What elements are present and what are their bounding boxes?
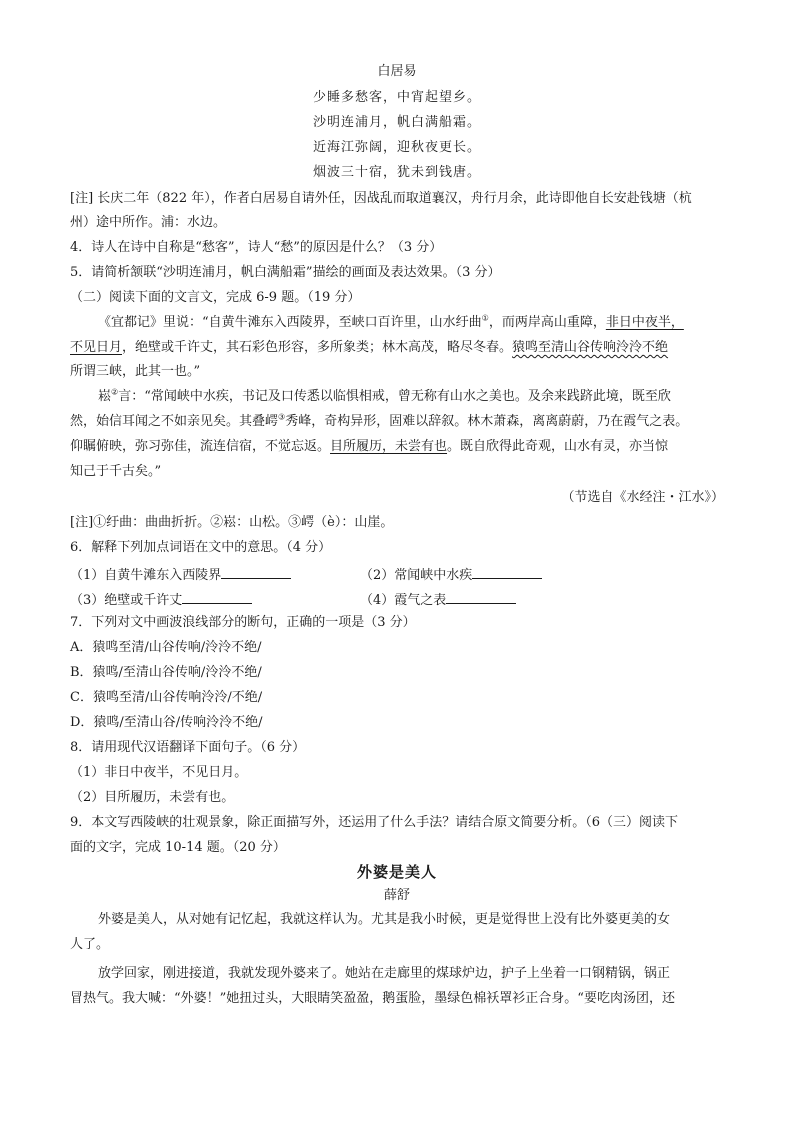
question-8-item-1: （1）非日中夜半，不见日月。 (70, 765, 248, 780)
passage-line-4 (98, 389, 671, 405)
passage-text: 。既自欣得此奇观，山水有灵，亦当惊 (447, 439, 669, 454)
passage-text: 秀峰，奇构异形，固难以辞叙。林木萧森，离离蔚蔚，乃在霞气之表。 (285, 414, 689, 429)
question-7-stem: 7．下列对文中画波浪线部分的断句，正确的一项是（3 分） (70, 615, 416, 630)
poem-line-2: 沙明连浦月，帆白满船霜。 (312, 115, 481, 130)
question-7-option-a[interactable]: A．猿鸣至清/山谷传响/泠泠不绝/ (70, 640, 262, 655)
passage-text: 仰瞩俯映，弥习弥佳，流连信宿，不觉忘返。 (70, 439, 331, 454)
answer-blank[interactable] (182, 590, 252, 604)
article-title: 外婆是美人 (356, 863, 437, 881)
question-9-line-2: 面的文字，完成 10-14 题。（20 分） (70, 840, 286, 855)
section-2-heading: （二）阅读下面的文言文，完成 6-9 题。（19 分） (70, 290, 361, 305)
passage-line-3: 所谓三峡，此其一也。” (70, 364, 201, 379)
article-p2-line-2: 冒热气。我大喊：“外婆！”她扭过头，大眼睛笑盈盈，鹅蛋脸，墨绿色棉袄罩衫正合身。“要吃肉汤团，还 (70, 991, 675, 1006)
passage-text: 言：“常闻峡中水疾，书记及口传悉以临惧相戒，曾无称有山水之美也。及余来践跻此境，既至欣 (118, 389, 671, 404)
article-p2-line-1: 放学回家，刚进接道，我就发现外婆来了。她站在走廊里的煤球炉边，护子上坐着一口钢精锅，锅正 (98, 966, 671, 981)
passage-line-1 (98, 315, 684, 331)
footnote-marker-2: ② (111, 387, 119, 397)
question-8-item-2: （2）目所履历，未尝有也。 (70, 790, 235, 805)
passage-text: ，而两岸高山重障， (488, 315, 606, 330)
underlined-sentence-2: 目所履历，未尝有也 (330, 439, 448, 454)
passage-text: ，绝壁或千许丈，其石彩色形容，多所象类；林木高茂，略尽冬春。 (122, 340, 513, 355)
passage-text: 崧 (98, 389, 112, 404)
passage-text: 然，始信耳闻之不如亲见矣。其叠崿 (70, 414, 279, 429)
passage-source: （节选自《水经注・江水》） (561, 490, 724, 505)
passage-line-7: 知己于千古矣。” (70, 464, 162, 479)
underlined-sentence-part-2: 不见日月 (70, 340, 123, 355)
article-author: 薛舒 (383, 888, 410, 903)
passage-line-2 (70, 340, 668, 356)
poem-author: 白居易 (377, 64, 417, 79)
question-6-stem: 6．解释下列加点词语在文中的意思。（4 分） (70, 540, 332, 555)
question-6-item-1 (70, 565, 291, 584)
question-7-option-b[interactable]: B．猿鸣/至清山谷传响/泠泠不绝/ (70, 665, 262, 680)
article-p1-line-2: 人了。 (70, 937, 110, 952)
question-6-item-text: （3）绝壁或千许丈 (70, 593, 183, 608)
question-7-option-d[interactable]: D．猿鸣/至清山谷/传响泠泠不绝/ (70, 715, 263, 730)
poem-note-line-1: [注] 长庆二年（822 年），作者白居易自请外任，因战乱而取道襄汉，舟行月余，此诗即他自长安赴钱塘（杭 (70, 191, 692, 206)
question-8-stem: 8．请用现代汉语翻译下面句子。（6 分） (70, 740, 306, 755)
underlined-sentence-part-1: 非日中夜半， (605, 315, 684, 330)
question-6-item-3 (70, 590, 252, 609)
footnote-marker-3: ③ (278, 412, 286, 422)
question-7-option-c[interactable]: C．猿鸣至清/山谷传响泠泠/不绝/ (70, 690, 263, 705)
question-6-item-4 (360, 590, 516, 609)
question-6-item-2 (360, 565, 542, 584)
passage-text: 《宜都记》里说：“自黄牛滩东入西陵界，至峡口百许里，山水纡曲 (98, 315, 482, 330)
question-6-item-text: （1）自黄牛滩东入西陵界 (70, 568, 222, 583)
poem-line-3: 近海江弥阔，迎秋夜更长。 (312, 140, 481, 155)
passage-line-6 (70, 439, 668, 455)
poem-note-line-2: 州）途中所作。浦：水边。 (70, 215, 227, 230)
answer-blank[interactable] (472, 565, 542, 579)
article-p1-line-1: 外婆是美人，从对她有记忆起，我就这样认为。尤其是我小时候，更是觉得世上没有比外婆更美的女 (98, 912, 671, 927)
question-9-line-1: 9．本文写西陵峡的壮观景象，除正面描写外，还运用了什么手法？请结合原文简要分析。（6（三）阅读下 (70, 815, 679, 830)
question-6-item-text: （4）霞气之表 (360, 593, 447, 608)
passage-line-5 (70, 414, 688, 430)
passage-notes: [注]①纡曲：曲曲折折。②崧：山松。③崿（è）：山崖。 (70, 515, 394, 530)
poem-line-4: 烟波三十宿，犹未到钱唐。 (312, 165, 481, 180)
footnote-marker-1: ① (481, 313, 489, 323)
question-5: 5．请简析颔联“沙明连浦月，帆白满船霜”描绘的画面及表达效果。（3 分） (70, 265, 501, 280)
question-4: 4．诗人在诗中自称是“愁客”，诗人“愁”的原因是什么？（3 分） (70, 240, 443, 255)
answer-blank[interactable] (446, 590, 516, 604)
wavy-underlined-sentence: 猿鸣至清山谷传响泠泠不绝 (512, 340, 669, 355)
poem-line-1: 少睡多愁客，中宵起望乡。 (312, 90, 481, 105)
answer-blank[interactable] (221, 565, 291, 579)
question-6-item-text: （2）常闻峡中水疾 (360, 568, 473, 583)
